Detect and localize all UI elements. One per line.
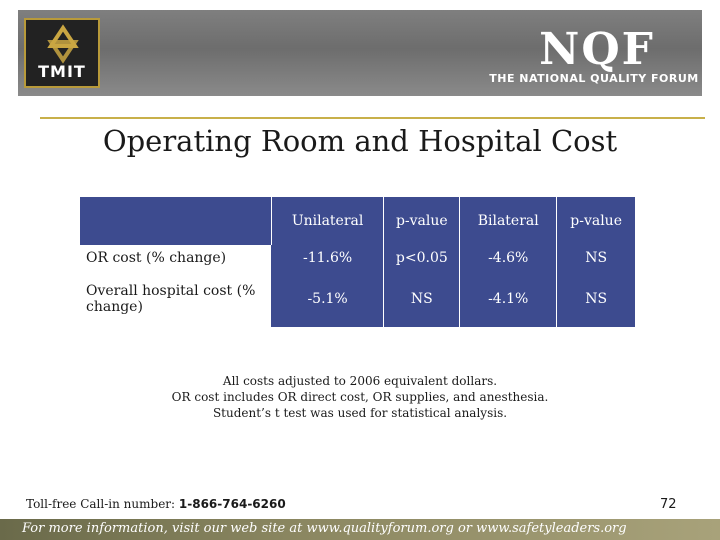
- tollfree-line: [26, 497, 286, 511]
- column-header-unilateral-p-value: p-value: [384, 197, 460, 245]
- row-label-overall-hospital-cost: Overall hospital cost (% change): [80, 271, 271, 327]
- cost-table: [80, 197, 636, 327]
- tmit-logo: [24, 18, 100, 88]
- footer-band: [0, 519, 720, 540]
- footnote-line: OR cost includes OR direct cost, OR supplies, and anesthesia.: [171, 390, 549, 404]
- table-corner-cell: [80, 197, 271, 245]
- tollfree-number: 1-866-764-6260: [178, 497, 286, 511]
- tollfree-label: Toll-free Call-in number:: [26, 497, 176, 511]
- row-label-or-cost: OR cost (% change): [80, 245, 271, 271]
- table-cell: NS: [557, 271, 636, 327]
- title-divider: [40, 117, 705, 119]
- column-header-bilateral: Bilateral: [460, 197, 557, 245]
- tmit-knot-icon: [43, 24, 83, 64]
- table-cell: NS: [557, 245, 636, 271]
- nqf-subtitle: THE NATIONAL QUALITY FORUM: [489, 72, 699, 85]
- table-cell: -5.1%: [271, 271, 384, 327]
- table-cell: -4.6%: [460, 245, 557, 271]
- column-header-unilateral: Unilateral: [271, 197, 384, 245]
- table-row: [80, 245, 636, 271]
- slide-title: Operating Room and Hospital Cost: [102, 124, 618, 158]
- column-header-bilateral-p-value: p-value: [557, 197, 636, 245]
- nqf-logo: NQF: [539, 24, 655, 75]
- footnote-line: All costs adjusted to 2006 equivalent dollars.: [222, 374, 498, 388]
- footer-info-text: For more information, visit our web site at www.qualityforum.org or www.safetyleaders.org: [22, 521, 627, 536]
- slide-header: [0, 0, 720, 98]
- footnote-line: Student’s t test was used for statistical analysis.: [212, 406, 508, 420]
- table-header-row: [80, 197, 636, 245]
- page-number: 72: [660, 497, 677, 512]
- table-cell: p<0.05: [384, 245, 460, 271]
- tmit-logo-text: TMIT: [38, 62, 86, 81]
- table-row: [80, 271, 636, 327]
- footnotes: [120, 373, 600, 421]
- table-cell: NS: [384, 271, 460, 327]
- table-cell: -11.6%: [271, 245, 384, 271]
- table-cell: -4.1%: [460, 271, 557, 327]
